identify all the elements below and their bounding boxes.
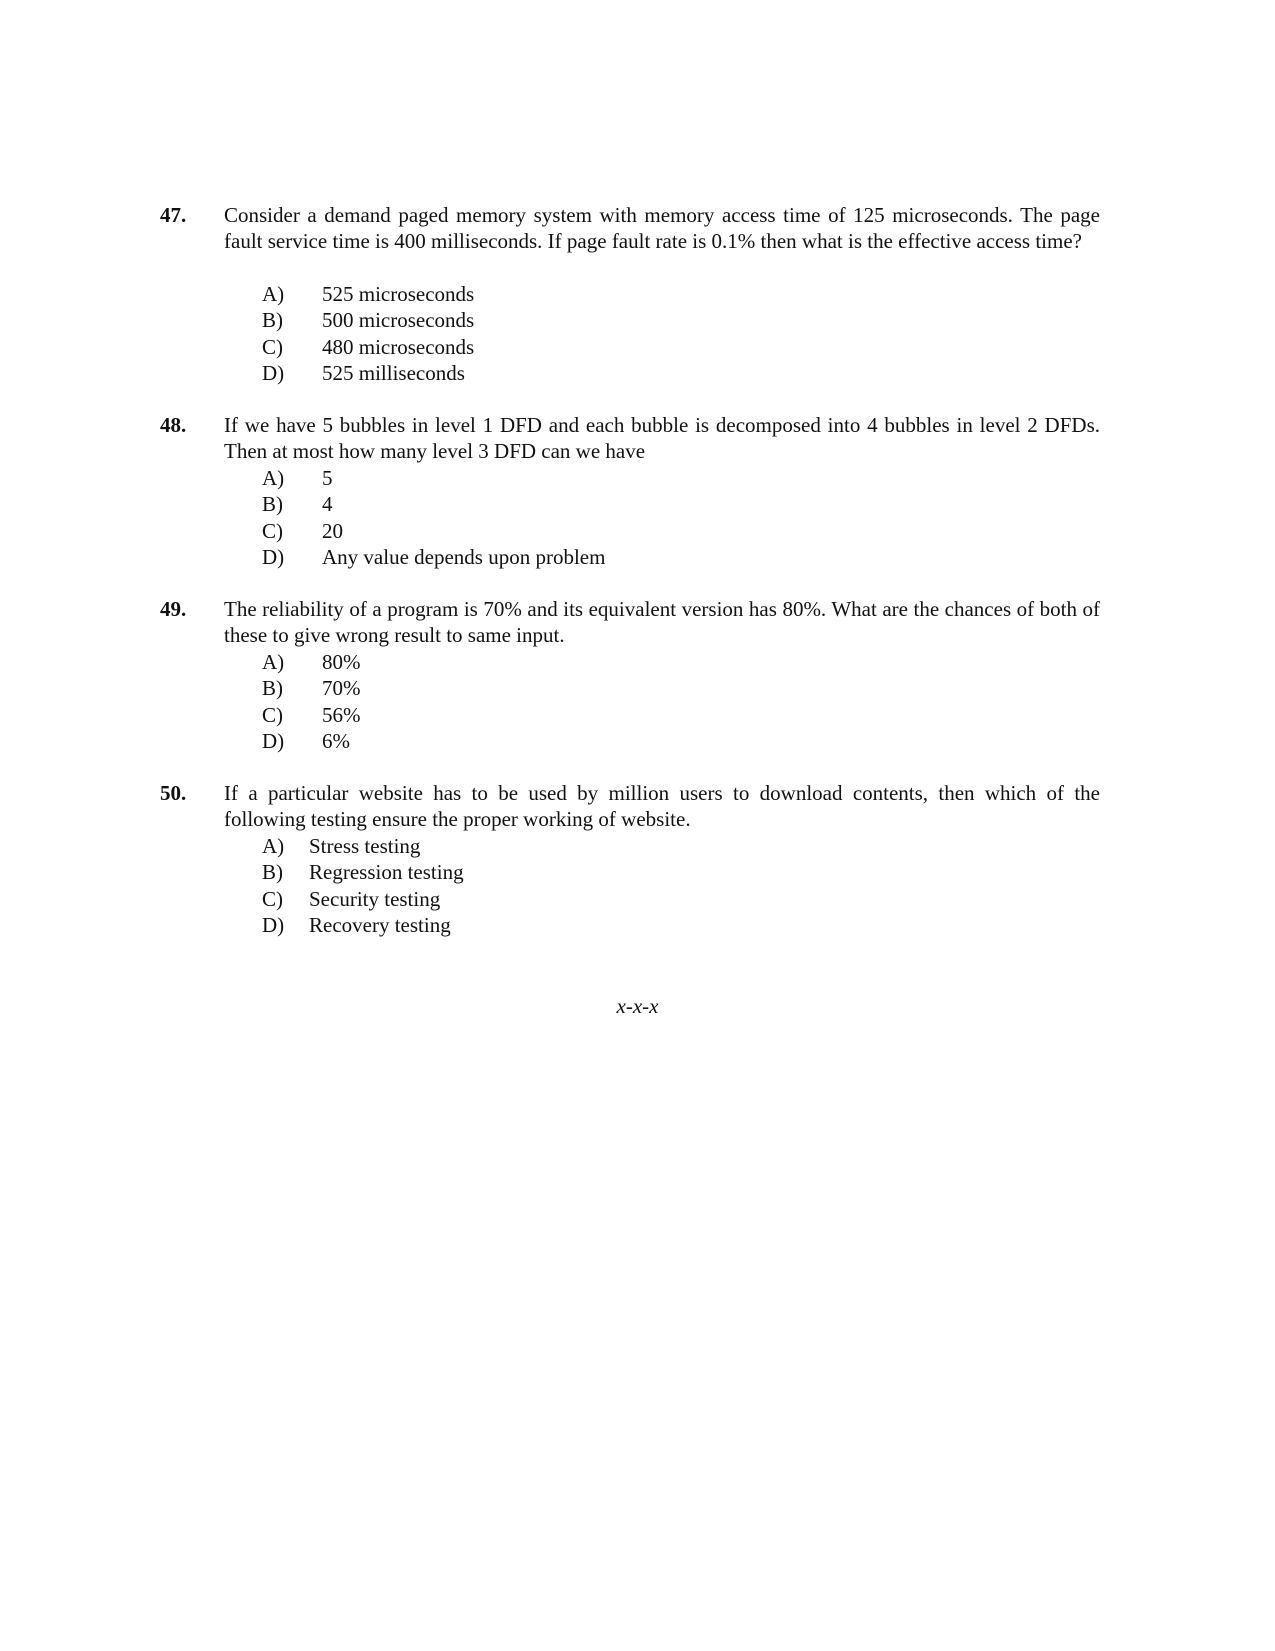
- option-text: Any value depends upon problem: [322, 544, 606, 569]
- option-letter: C): [262, 518, 283, 543]
- option-d: [262, 544, 605, 570]
- option-letter: A): [262, 650, 285, 674]
- option-list: [262, 649, 361, 754]
- option-b: [262, 307, 474, 333]
- option-letter: A): [262, 466, 285, 490]
- option-text: 525 microseconds: [322, 282, 475, 306]
- option-b: [262, 859, 464, 885]
- option-list: [262, 465, 605, 570]
- option-letter: D): [262, 912, 285, 937]
- option-d: [262, 728, 361, 754]
- option-a: [262, 649, 361, 675]
- option-b: [262, 675, 361, 701]
- option-letter: D): [262, 360, 285, 385]
- option-text: Security testing: [309, 886, 441, 911]
- option-letter: B): [262, 860, 283, 885]
- option-text: Regression testing: [309, 860, 464, 885]
- option-letter: C): [262, 702, 283, 727]
- option-text: Stress testing: [309, 834, 421, 858]
- option-a: [262, 281, 474, 307]
- option-text: 4: [322, 492, 333, 517]
- question-number: 49.: [160, 597, 187, 621]
- question-text: If a particular website has to be used by million users to download contents, then which of the following testing ensure the proper working of website.: [224, 781, 1100, 832]
- option-text: 56%: [322, 702, 361, 727]
- option-text: 6%: [322, 728, 350, 753]
- option-text: 500 microseconds: [322, 308, 475, 333]
- option-list: [262, 833, 464, 938]
- option-d: [262, 912, 464, 938]
- option-text: 525 milliseconds: [322, 360, 465, 385]
- option-letter: B): [262, 676, 283, 701]
- option-letter: B): [262, 492, 283, 517]
- option-text: 20: [322, 518, 343, 543]
- option-text: 480 microseconds: [322, 334, 475, 359]
- option-c: [262, 886, 464, 912]
- end-marker: x-x-x: [616, 994, 659, 1018]
- option-letter: C): [262, 334, 283, 359]
- question-number: 50.: [160, 781, 187, 805]
- option-text: 80%: [322, 650, 361, 674]
- option-letter: C): [262, 886, 283, 911]
- option-letter: B): [262, 308, 283, 333]
- question-text: Consider a demand paged memory system with memory access time of 125 microseconds. The page fault service time is 400 milliseconds. If page fault rate is 0.1% then what is the effective access time?: [224, 203, 1100, 254]
- option-text: Recovery testing: [309, 912, 451, 937]
- option-c: [262, 518, 605, 544]
- option-b: [262, 491, 605, 517]
- option-a: [262, 465, 605, 491]
- option-d: [262, 360, 474, 386]
- option-letter: D): [262, 728, 285, 753]
- option-a: [262, 833, 464, 859]
- option-c: [262, 334, 474, 360]
- question-number: 48.: [160, 413, 187, 437]
- question-text: The reliability of a program is 70% and its equivalent version has 80%. What are the chances of both of these to give wrong result to same input.: [224, 597, 1100, 648]
- option-letter: A): [262, 282, 285, 306]
- option-list: [262, 281, 474, 386]
- question-number: 47.: [160, 203, 187, 227]
- question-text: If we have 5 bubbles in level 1 DFD and each bubble is decomposed into 4 bubbles in level 2 DFDs. Then at most how many level 3 DFD can we have: [224, 413, 1100, 464]
- option-letter: A): [262, 834, 285, 858]
- option-text: 70%: [322, 676, 361, 701]
- option-c: [262, 702, 361, 728]
- option-text: 5: [322, 466, 333, 490]
- option-letter: D): [262, 544, 285, 569]
